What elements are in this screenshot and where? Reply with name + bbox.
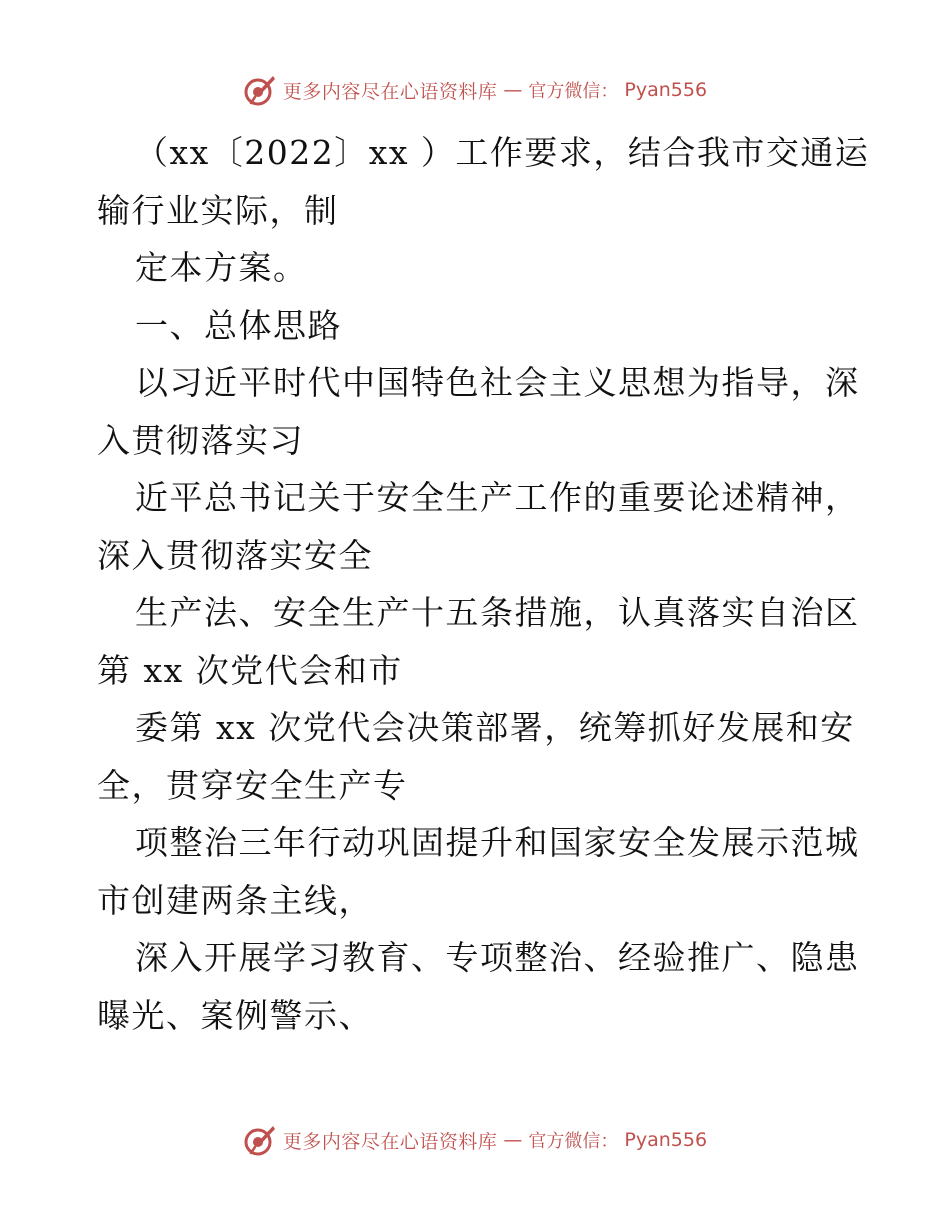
document-line: 深入开展学习教育、专项整治、经验推广、隐患: [135, 938, 860, 977]
document-line: 委第 xx 次党代会决策部署，统筹抓好发展和安: [135, 708, 855, 747]
document-line: 入贯彻落实习: [97, 420, 304, 460]
document-line: 市创建两条主线，: [97, 880, 373, 920]
document-line: 输行业实际，制: [97, 190, 339, 230]
document-line: 全，贯穿安全生产专: [97, 765, 408, 805]
document-line: （xx〔2022〕xx ）工作要求，结合我市交通运: [135, 133, 870, 172]
document-line: 一、总体思路: [135, 305, 342, 345]
banner-contact-id: Pyan556: [624, 79, 708, 101]
document-line: 以习近平时代中国特色社会主义思想为指导，深: [135, 363, 860, 402]
banner-contact-id: Pyan556: [624, 1129, 708, 1151]
document-line: 项整治三年行动巩固提升和国家安全发展示范城: [135, 823, 860, 862]
document-line: 曝光、案例警示、: [97, 995, 373, 1035]
footer-banner: [0, 1120, 950, 1160]
banner-contact-label: 官方微信：: [528, 1131, 619, 1152]
header-banner: [0, 70, 950, 110]
document-line: 近平总书记关于安全生产工作的重要论述精神，: [135, 478, 860, 517]
banner-separator: —: [503, 1129, 523, 1151]
document-line: 定本方案。: [135, 248, 308, 287]
banner-separator: —: [503, 79, 523, 101]
document-line: 生产法、安全生产十五条措施，认真落实自治区: [135, 593, 860, 632]
quill-pen-logo-icon: [243, 73, 277, 107]
document-line: 深入贯彻落实安全: [97, 535, 373, 575]
banner-ad-text: 更多内容尽在心语资料库: [282, 1130, 498, 1153]
document-line: 第 xx 次党代会和市: [97, 650, 403, 690]
banner-contact-label: 官方微信：: [528, 81, 619, 102]
document-body: [97, 124, 870, 1044]
quill-pen-logo-icon: [243, 1123, 277, 1157]
banner-ad-text: 更多内容尽在心语资料库: [282, 80, 498, 103]
